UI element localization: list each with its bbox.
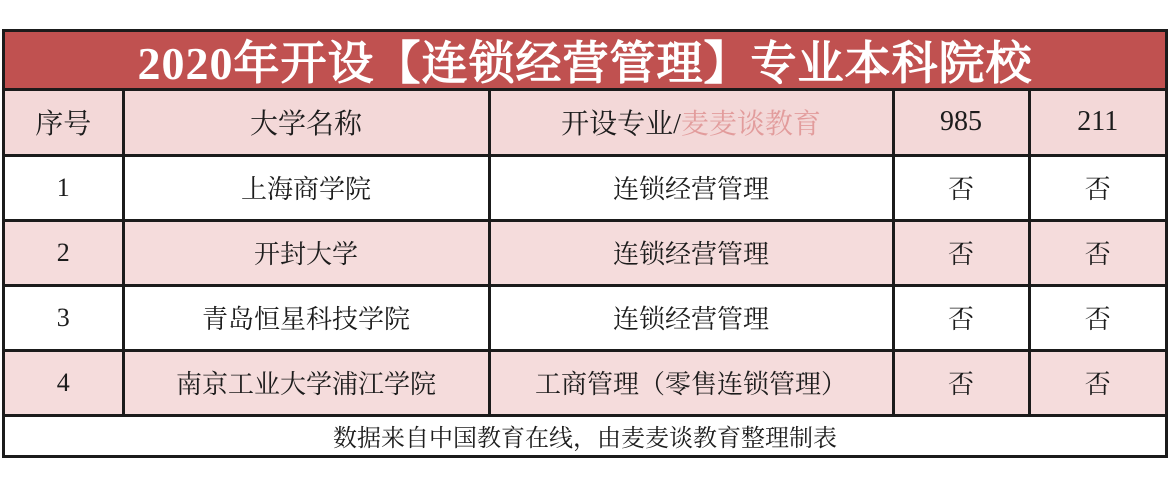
table-header-row [5, 91, 1165, 155]
table-sheet [2, 29, 1168, 458]
header-col-no: 序号 [5, 91, 123, 155]
cell-major: 工商管理（零售连锁管理） [489, 350, 893, 415]
cell-211: 否 [1029, 285, 1165, 350]
cell-major: 连锁经营管理 [489, 155, 893, 220]
cell-university: 开封大学 [123, 220, 489, 285]
header-col-211: 211 [1029, 91, 1165, 155]
cell-no: 3 [5, 285, 123, 350]
header-col-university: 大学名称 [123, 91, 489, 155]
header-col-985: 985 [893, 91, 1029, 155]
table-row [5, 350, 1165, 415]
table-title: 2020年开设【连锁经营管理】专业本科院校 [5, 32, 1165, 91]
cell-211: 否 [1029, 155, 1165, 220]
cell-major: 连锁经营管理 [489, 220, 893, 285]
cell-211: 否 [1029, 220, 1165, 285]
cell-211: 否 [1029, 350, 1165, 415]
header-col-major-prefix: 开设专业/ [561, 109, 681, 141]
cell-university: 南京工业大学浦江学院 [123, 350, 489, 415]
data-source-note: 数据来自中国教育在线，由麦麦谈教育整理制表 [5, 415, 1165, 455]
table-row [5, 155, 1165, 220]
header-col-major [489, 91, 893, 155]
cell-university: 上海商学院 [123, 155, 489, 220]
cell-no: 1 [5, 155, 123, 220]
cell-university: 青岛恒星科技学院 [123, 285, 489, 350]
cell-major: 连锁经营管理 [489, 285, 893, 350]
cell-985: 否 [893, 155, 1029, 220]
cell-no: 2 [5, 220, 123, 285]
header-col-major-brand: 麦麦谈教育 [680, 109, 821, 141]
universities-table [5, 91, 1165, 455]
table-row [5, 285, 1165, 350]
table-row [5, 220, 1165, 285]
cell-985: 否 [893, 220, 1029, 285]
cell-985: 否 [893, 350, 1029, 415]
cell-no: 4 [5, 350, 123, 415]
table-footer-row [5, 415, 1165, 455]
cell-985: 否 [893, 285, 1029, 350]
